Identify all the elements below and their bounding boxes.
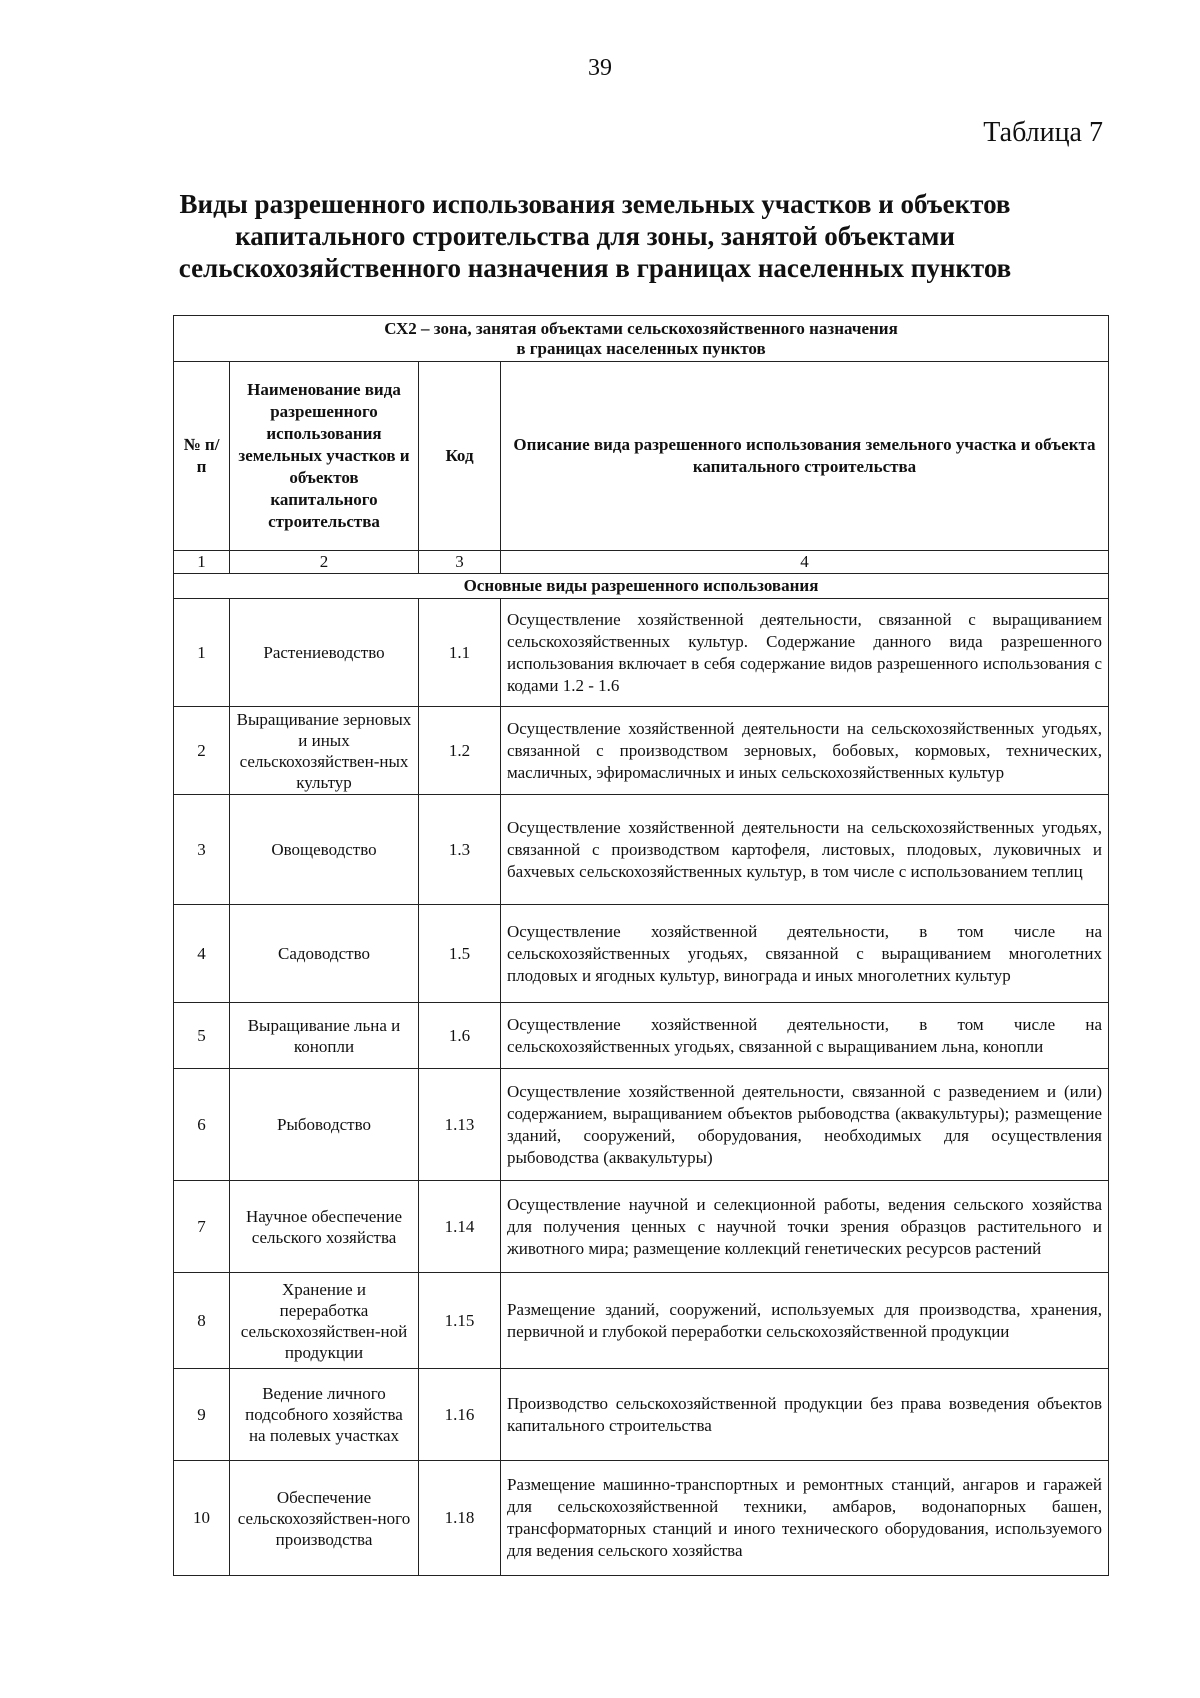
row-description: Осуществление научной и селекционной работы, ведения сельского хозяйства для получения ценных с научной точки зрения образцов растительного и животного мира; размещение коллекций генетических ресурсов растений (501, 1181, 1109, 1273)
zone-header-line: в границах населенных пунктов (516, 338, 766, 358)
page-number: 39 (588, 55, 612, 81)
row-code: 1.18 (419, 1461, 501, 1576)
land-use-table (173, 315, 1109, 1576)
row-code: 1.2 (419, 707, 501, 795)
row-code: 1.3 (419, 795, 501, 905)
section-row (174, 574, 1109, 599)
row-number: 8 (174, 1273, 230, 1369)
table-row (174, 1273, 1109, 1369)
row-description: Осуществление хозяйственной деятельности, в том числе на сельскохозяйственных угодьях, связанной с выращиванием многолетних плодовых и ягодных культур, винограда и иных многолетних культур (501, 905, 1109, 1003)
title-line: капитального строительства для зоны, занятой объектами (235, 221, 955, 251)
row-code: 1.5 (419, 905, 501, 1003)
column-header-code: Код (419, 362, 501, 551)
table-row (174, 905, 1109, 1003)
section-title: Основные виды разрешенного использования (174, 574, 1109, 599)
column-header-description: Описание вида разрешенного использования земельного участка и объекта капитального строительства (501, 362, 1109, 551)
row-number: 4 (174, 905, 230, 1003)
table-row (174, 795, 1109, 905)
row-name: Овощеводство (230, 795, 419, 905)
table-row (174, 1461, 1109, 1576)
table-row (174, 1181, 1109, 1273)
row-description: Производство сельскохозяйственной продукции без права возведения объектов капитального строительства (501, 1369, 1109, 1461)
column-header-no: № п/п (174, 362, 230, 551)
zone-header (174, 316, 1109, 362)
row-number: 6 (174, 1069, 230, 1181)
row-description: Размещение зданий, сооружений, используемых для производства, хранения, первичной и глубокой переработки сельскохозяйственной продукции (501, 1273, 1109, 1369)
row-name: Хранение и переработка сельскохозяйствен-ной продукции (230, 1273, 419, 1369)
zone-header-line: СХ2 – зона, занятая объектами сельскохозяйственного назначения (384, 318, 898, 338)
column-number: 1 (174, 551, 230, 574)
row-description: Осуществление хозяйственной деятельности на сельскохозяйственных угодьях, связанной с производством зерновых, бобовых, кормовых, технических, масличных, эфиромасличных и иных сельскохозяйственных культур (501, 707, 1109, 795)
title-line: Виды разрешенного использования земельных участков и объектов (179, 189, 1011, 219)
column-number: 4 (501, 551, 1109, 574)
row-name: Ведение личного подсобного хозяйства на полевых участках (230, 1369, 419, 1461)
row-name: Научное обеспечение сельского хозяйства (230, 1181, 419, 1273)
row-description: Осуществление хозяйственной деятельности, связанной с разведением и (или) содержанием, выращиванием объектов рыбоводства (аквакультуры); размещение зданий, сооружений, оборудования, необходимых для осуществления рыбоводства (аквакультуры) (501, 1069, 1109, 1181)
row-name: Растениеводство (230, 599, 419, 707)
row-code: 1.6 (419, 1003, 501, 1069)
row-code: 1.1 (419, 599, 501, 707)
row-number: 5 (174, 1003, 230, 1069)
table-row (174, 1369, 1109, 1461)
row-code: 1.15 (419, 1273, 501, 1369)
row-name: Обеспечение сельскохозяйствен-ного производства (230, 1461, 419, 1576)
row-code: 1.13 (419, 1069, 501, 1181)
row-description: Осуществление хозяйственной деятельности, в том числе на сельскохозяйственных угодьях, связанной с выращиванием льна, конопли (501, 1003, 1109, 1069)
row-name: Садоводство (230, 905, 419, 1003)
column-number: 3 (419, 551, 501, 574)
row-description: Осуществление хозяйственной деятельности, связанной с выращиванием сельскохозяйственных культур. Содержание данного вида разрешенного использования включает в себя содержание видов разрешенного использования с кодами 1.2 - 1.6 (501, 599, 1109, 707)
row-name: Рыбоводство (230, 1069, 419, 1181)
row-description: Осуществление хозяйственной деятельности на сельскохозяйственных угодьях, связанной с производством картофеля, листовых, плодовых, луковичных и бахчевых сельскохозяйственных культур, в том числе с использованием теплиц (501, 795, 1109, 905)
column-header-name: Наименование вида разрешенного использования земельных участков и объектов капитального строительства (230, 362, 419, 551)
table-row (174, 599, 1109, 707)
row-number: 3 (174, 795, 230, 905)
table-row (174, 1003, 1109, 1069)
row-number: 9 (174, 1369, 230, 1461)
document-title (90, 188, 1100, 284)
row-number: 2 (174, 707, 230, 795)
row-number: 10 (174, 1461, 230, 1576)
table-row (174, 707, 1109, 795)
table-row (174, 1069, 1109, 1181)
row-code: 1.16 (419, 1369, 501, 1461)
row-code: 1.14 (419, 1181, 501, 1273)
zone-header-row (174, 316, 1109, 362)
row-name: Выращивание льна и конопли (230, 1003, 419, 1069)
row-number: 7 (174, 1181, 230, 1273)
table-label: Таблица 7 (983, 117, 1103, 148)
row-name: Выращивание зерновых и иных сельскохозяйствен-ных культур (230, 707, 419, 795)
column-header-row (174, 362, 1109, 551)
row-number: 1 (174, 599, 230, 707)
column-number: 2 (230, 551, 419, 574)
row-description: Размещение машинно-транспортных и ремонтных станций, ангаров и гаражей для сельскохозяйственной техники, амбаров, водонапорных башен, трансформаторных станций и иного технического оборудования, используемого для ведения сельского хозяйства (501, 1461, 1109, 1576)
column-number-row (174, 551, 1109, 574)
title-line: сельскохозяйственного назначения в границах населенных пунктов (178, 253, 1012, 283)
